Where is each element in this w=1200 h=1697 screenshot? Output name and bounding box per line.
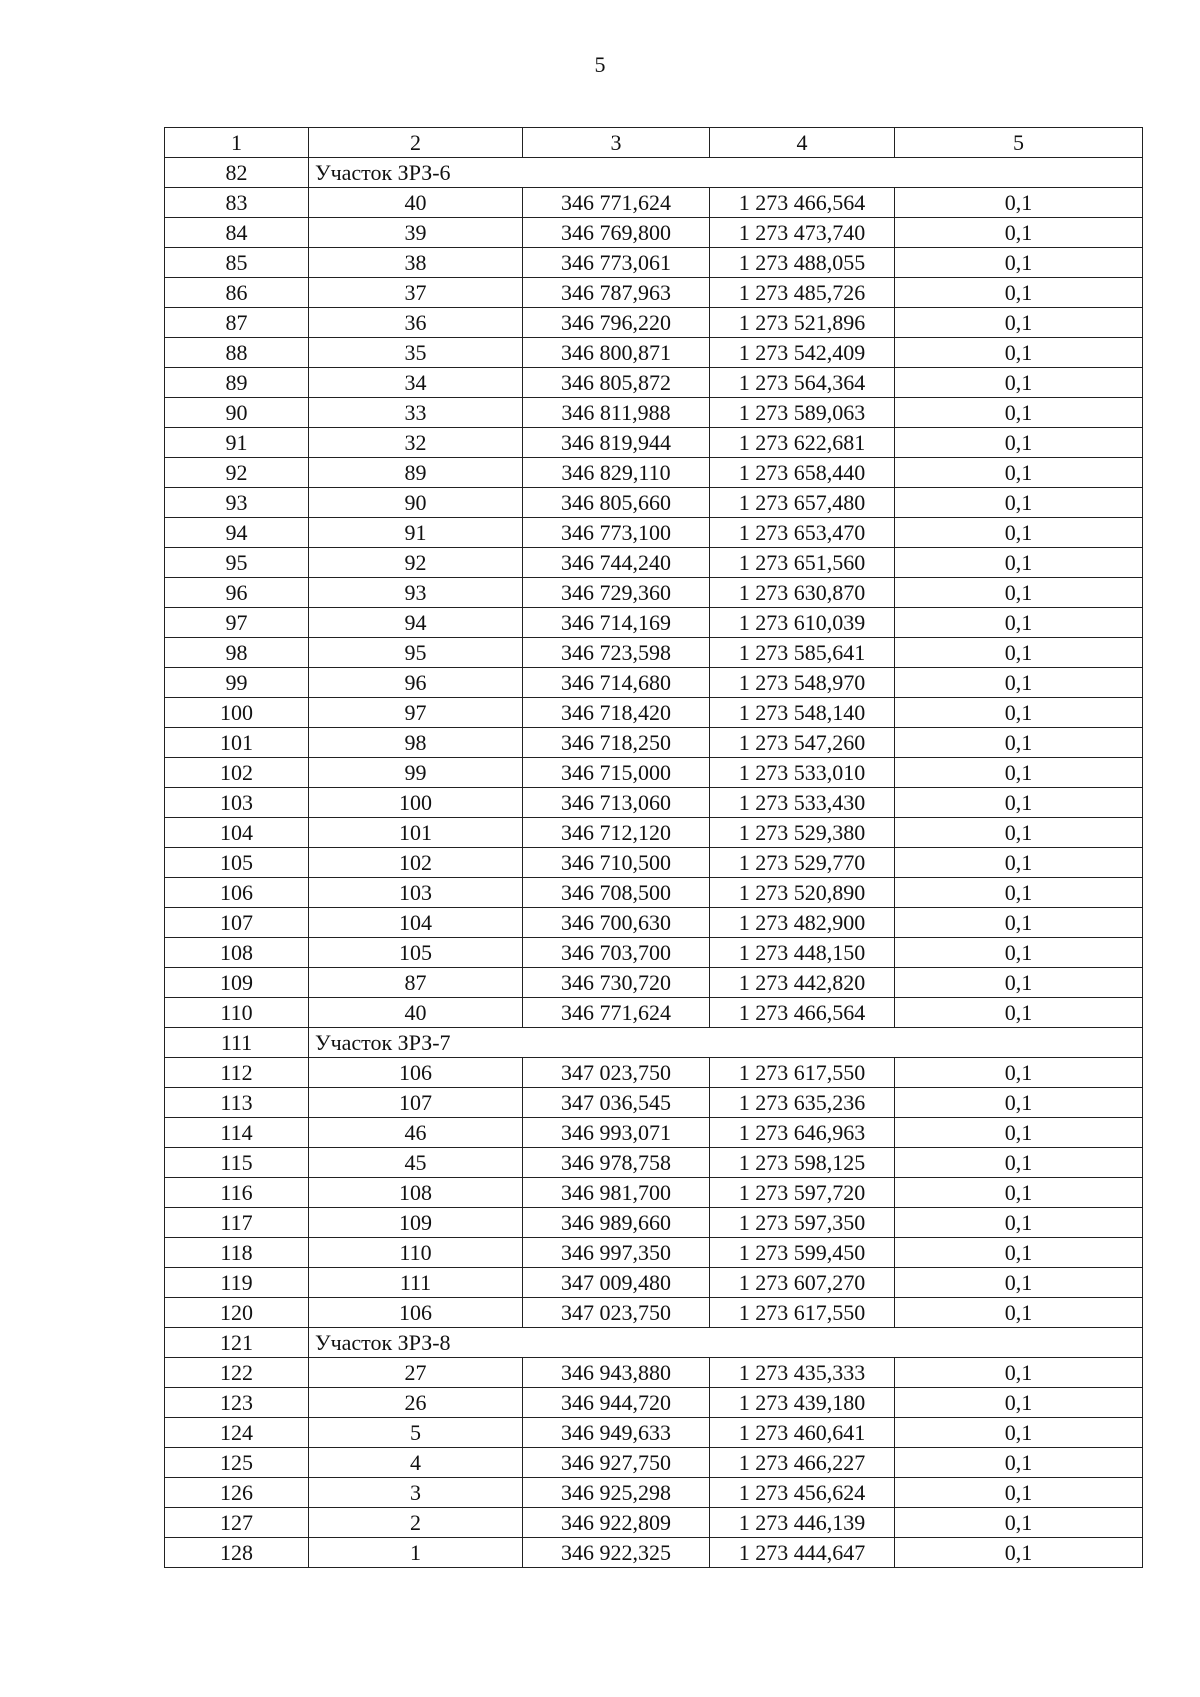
header-cell: 4: [710, 128, 895, 158]
point-number-cell: 94: [309, 608, 523, 638]
section-row: [165, 158, 1143, 188]
point-number-cell: 110: [309, 1238, 523, 1268]
y-coordinate-cell: 1 273 635,236: [710, 1088, 895, 1118]
accuracy-cell: 0,1: [895, 1448, 1143, 1478]
point-number-cell: 40: [309, 998, 523, 1028]
row-number-cell: 84: [165, 218, 309, 248]
accuracy-cell: 0,1: [895, 1358, 1143, 1388]
row-number-cell: 87: [165, 308, 309, 338]
header-cell: 1: [165, 128, 309, 158]
y-coordinate-cell: 1 273 597,720: [710, 1178, 895, 1208]
x-coordinate-cell: 346 773,061: [523, 248, 710, 278]
y-coordinate-cell: 1 273 473,740: [710, 218, 895, 248]
row-number-cell: 102: [165, 758, 309, 788]
point-number-cell: 104: [309, 908, 523, 938]
x-coordinate-cell: 346 993,071: [523, 1118, 710, 1148]
point-number-cell: 102: [309, 848, 523, 878]
accuracy-cell: 0,1: [895, 488, 1143, 518]
table-row: [165, 848, 1143, 878]
accuracy-cell: 0,1: [895, 1238, 1143, 1268]
y-coordinate-cell: 1 273 466,227: [710, 1448, 895, 1478]
x-coordinate-cell: 346 943,880: [523, 1358, 710, 1388]
page-number: 5: [594, 52, 606, 77]
table-row: [165, 458, 1143, 488]
accuracy-cell: 0,1: [895, 998, 1143, 1028]
point-number-cell: 4: [309, 1448, 523, 1478]
table-row: [165, 398, 1143, 428]
table-row: [165, 1058, 1143, 1088]
row-number-cell: 88: [165, 338, 309, 368]
table-row: [165, 1118, 1143, 1148]
point-number-cell: 5: [309, 1418, 523, 1448]
accuracy-cell: 0,1: [895, 848, 1143, 878]
x-coordinate-cell: 346 922,325: [523, 1538, 710, 1568]
accuracy-cell: 0,1: [895, 638, 1143, 668]
x-coordinate-cell: 346 989,660: [523, 1208, 710, 1238]
accuracy-cell: 0,1: [895, 578, 1143, 608]
table-row: [165, 998, 1143, 1028]
y-coordinate-cell: 1 273 466,564: [710, 998, 895, 1028]
table-row: [165, 308, 1143, 338]
point-number-cell: 105: [309, 938, 523, 968]
y-coordinate-cell: 1 273 585,641: [710, 638, 895, 668]
section-title: Участок ЗРЗ-7: [309, 1028, 1143, 1058]
accuracy-cell: 0,1: [895, 728, 1143, 758]
header-cell: 5: [895, 128, 1143, 158]
table-row: [165, 218, 1143, 248]
y-coordinate-cell: 1 273 657,480: [710, 488, 895, 518]
accuracy-cell: 0,1: [895, 518, 1143, 548]
x-coordinate-cell: 346 708,500: [523, 878, 710, 908]
x-coordinate-cell: 346 773,100: [523, 518, 710, 548]
row-number-cell: 106: [165, 878, 309, 908]
x-coordinate-cell: 346 744,240: [523, 548, 710, 578]
table-row: [165, 1448, 1143, 1478]
row-number-cell: 91: [165, 428, 309, 458]
point-number-cell: 98: [309, 728, 523, 758]
y-coordinate-cell: 1 273 466,564: [710, 188, 895, 218]
point-number-cell: 97: [309, 698, 523, 728]
table-row: [165, 1268, 1143, 1298]
x-coordinate-cell: 346 925,298: [523, 1478, 710, 1508]
accuracy-cell: 0,1: [895, 338, 1143, 368]
point-number-cell: 106: [309, 1058, 523, 1088]
point-number-cell: 33: [309, 398, 523, 428]
accuracy-cell: 0,1: [895, 668, 1143, 698]
table-row: [165, 518, 1143, 548]
x-coordinate-cell: 346 949,633: [523, 1418, 710, 1448]
y-coordinate-cell: 1 273 439,180: [710, 1388, 895, 1418]
point-number-cell: 46: [309, 1118, 523, 1148]
table-row: [165, 668, 1143, 698]
y-coordinate-cell: 1 273 446,139: [710, 1508, 895, 1538]
table-row: [165, 1358, 1143, 1388]
point-number-cell: 45: [309, 1148, 523, 1178]
table-row: [165, 728, 1143, 758]
accuracy-cell: 0,1: [895, 1298, 1143, 1328]
row-number-cell: 83: [165, 188, 309, 218]
y-coordinate-cell: 1 273 658,440: [710, 458, 895, 488]
x-coordinate-cell: 346 805,872: [523, 368, 710, 398]
accuracy-cell: 0,1: [895, 1418, 1143, 1448]
row-number-cell: 123: [165, 1388, 309, 1418]
point-number-cell: 109: [309, 1208, 523, 1238]
row-number-cell: 128: [165, 1538, 309, 1568]
point-number-cell: 106: [309, 1298, 523, 1328]
point-number-cell: 101: [309, 818, 523, 848]
accuracy-cell: 0,1: [895, 968, 1143, 998]
table-body: [165, 158, 1143, 1568]
coordinates-table: [164, 127, 1143, 1568]
x-coordinate-cell: 347 023,750: [523, 1058, 710, 1088]
row-number-cell: 107: [165, 908, 309, 938]
y-coordinate-cell: 1 273 651,560: [710, 548, 895, 578]
x-coordinate-cell: 346 944,720: [523, 1388, 710, 1418]
x-coordinate-cell: 347 036,545: [523, 1088, 710, 1118]
y-coordinate-cell: 1 273 548,970: [710, 668, 895, 698]
row-number-cell: 115: [165, 1148, 309, 1178]
point-number-cell: 93: [309, 578, 523, 608]
accuracy-cell: 0,1: [895, 368, 1143, 398]
table-row: [165, 368, 1143, 398]
point-number-cell: 34: [309, 368, 523, 398]
accuracy-cell: 0,1: [895, 218, 1143, 248]
table-row: [165, 698, 1143, 728]
y-coordinate-cell: 1 273 448,150: [710, 938, 895, 968]
row-number-cell: 93: [165, 488, 309, 518]
point-number-cell: 95: [309, 638, 523, 668]
y-coordinate-cell: 1 273 456,624: [710, 1478, 895, 1508]
y-coordinate-cell: 1 273 435,333: [710, 1358, 895, 1388]
point-number-cell: 38: [309, 248, 523, 278]
y-coordinate-cell: 1 273 646,963: [710, 1118, 895, 1148]
x-coordinate-cell: 346 922,809: [523, 1508, 710, 1538]
x-coordinate-cell: 346 714,680: [523, 668, 710, 698]
accuracy-cell: 0,1: [895, 1148, 1143, 1178]
table-row: [165, 488, 1143, 518]
point-number-cell: 26: [309, 1388, 523, 1418]
accuracy-cell: 0,1: [895, 1058, 1143, 1088]
row-number-cell: 117: [165, 1208, 309, 1238]
row-number-cell: 101: [165, 728, 309, 758]
point-number-cell: 32: [309, 428, 523, 458]
point-number-cell: 2: [309, 1508, 523, 1538]
point-number-cell: 99: [309, 758, 523, 788]
y-coordinate-cell: 1 273 547,260: [710, 728, 895, 758]
x-coordinate-cell: 346 713,060: [523, 788, 710, 818]
x-coordinate-cell: 346 729,360: [523, 578, 710, 608]
x-coordinate-cell: 346 712,120: [523, 818, 710, 848]
table-row: [165, 818, 1143, 848]
table-row: [165, 788, 1143, 818]
y-coordinate-cell: 1 273 564,364: [710, 368, 895, 398]
section-title: Участок ЗРЗ-6: [309, 158, 1143, 188]
table-row: [165, 1178, 1143, 1208]
row-number-cell: 122: [165, 1358, 309, 1388]
table-row: [165, 758, 1143, 788]
accuracy-cell: 0,1: [895, 1178, 1143, 1208]
x-coordinate-cell: 346 703,700: [523, 938, 710, 968]
table-row: [165, 1298, 1143, 1328]
section-row: [165, 1028, 1143, 1058]
table-row: [165, 548, 1143, 578]
table-row: [165, 1538, 1143, 1568]
accuracy-cell: 0,1: [895, 938, 1143, 968]
x-coordinate-cell: 347 009,480: [523, 1268, 710, 1298]
x-coordinate-cell: 346 811,988: [523, 398, 710, 428]
x-coordinate-cell: 346 714,169: [523, 608, 710, 638]
accuracy-cell: 0,1: [895, 878, 1143, 908]
point-number-cell: 91: [309, 518, 523, 548]
table-row: [165, 1238, 1143, 1268]
x-coordinate-cell: 346 715,000: [523, 758, 710, 788]
accuracy-cell: 0,1: [895, 1268, 1143, 1298]
accuracy-cell: 0,1: [895, 1088, 1143, 1118]
point-number-cell: 87: [309, 968, 523, 998]
x-coordinate-cell: 346 978,758: [523, 1148, 710, 1178]
point-number-cell: 111: [309, 1268, 523, 1298]
table-row: [165, 938, 1143, 968]
y-coordinate-cell: 1 273 542,409: [710, 338, 895, 368]
row-number-cell: 103: [165, 788, 309, 818]
table-row: [165, 1148, 1143, 1178]
header-cell: 3: [523, 128, 710, 158]
accuracy-cell: 0,1: [895, 1118, 1143, 1148]
point-number-cell: 108: [309, 1178, 523, 1208]
y-coordinate-cell: 1 273 597,350: [710, 1208, 895, 1238]
point-number-cell: 89: [309, 458, 523, 488]
accuracy-cell: 0,1: [895, 398, 1143, 428]
y-coordinate-cell: 1 273 529,770: [710, 848, 895, 878]
point-number-cell: 36: [309, 308, 523, 338]
row-number-cell: 112: [165, 1058, 309, 1088]
x-coordinate-cell: 346 730,720: [523, 968, 710, 998]
row-number-cell: 110: [165, 998, 309, 1028]
y-coordinate-cell: 1 273 460,641: [710, 1418, 895, 1448]
point-number-cell: 96: [309, 668, 523, 698]
table-row: [165, 1478, 1143, 1508]
table-header-row: [165, 128, 1143, 158]
row-number-cell: 100: [165, 698, 309, 728]
y-coordinate-cell: 1 273 617,550: [710, 1058, 895, 1088]
y-coordinate-cell: 1 273 610,039: [710, 608, 895, 638]
table-row: [165, 338, 1143, 368]
accuracy-cell: 0,1: [895, 908, 1143, 938]
point-number-cell: 35: [309, 338, 523, 368]
x-coordinate-cell: 346 927,750: [523, 1448, 710, 1478]
table-row: [165, 1208, 1143, 1238]
table-row: [165, 638, 1143, 668]
y-coordinate-cell: 1 273 444,647: [710, 1538, 895, 1568]
point-number-cell: 92: [309, 548, 523, 578]
accuracy-cell: 0,1: [895, 1508, 1143, 1538]
accuracy-cell: 0,1: [895, 458, 1143, 488]
row-number-cell: 116: [165, 1178, 309, 1208]
accuracy-cell: 0,1: [895, 698, 1143, 728]
row-number-cell: 105: [165, 848, 309, 878]
table-row: [165, 1508, 1143, 1538]
row-number-cell: 82: [165, 158, 309, 188]
y-coordinate-cell: 1 273 607,270: [710, 1268, 895, 1298]
x-coordinate-cell: 346 805,660: [523, 488, 710, 518]
row-number-cell: 94: [165, 518, 309, 548]
row-number-cell: 89: [165, 368, 309, 398]
point-number-cell: 40: [309, 188, 523, 218]
header-cell: 2: [309, 128, 523, 158]
x-coordinate-cell: 346 718,420: [523, 698, 710, 728]
table-row: [165, 908, 1143, 938]
y-coordinate-cell: 1 273 533,010: [710, 758, 895, 788]
table-row: [165, 968, 1143, 998]
row-number-cell: 109: [165, 968, 309, 998]
y-coordinate-cell: 1 273 442,820: [710, 968, 895, 998]
section-title: Участок ЗРЗ-8: [309, 1328, 1143, 1358]
point-number-cell: 39: [309, 218, 523, 248]
y-coordinate-cell: 1 273 622,681: [710, 428, 895, 458]
point-number-cell: 27: [309, 1358, 523, 1388]
accuracy-cell: 0,1: [895, 1478, 1143, 1508]
row-number-cell: 124: [165, 1418, 309, 1448]
x-coordinate-cell: 346 981,700: [523, 1178, 710, 1208]
x-coordinate-cell: 346 718,250: [523, 728, 710, 758]
point-number-cell: 100: [309, 788, 523, 818]
accuracy-cell: 0,1: [895, 188, 1143, 218]
x-coordinate-cell: 346 787,963: [523, 278, 710, 308]
row-number-cell: 104: [165, 818, 309, 848]
y-coordinate-cell: 1 273 599,450: [710, 1238, 895, 1268]
x-coordinate-cell: 347 023,750: [523, 1298, 710, 1328]
x-coordinate-cell: 346 997,350: [523, 1238, 710, 1268]
y-coordinate-cell: 1 273 598,125: [710, 1148, 895, 1178]
y-coordinate-cell: 1 273 589,063: [710, 398, 895, 428]
point-number-cell: 107: [309, 1088, 523, 1118]
x-coordinate-cell: 346 700,630: [523, 908, 710, 938]
row-number-cell: 92: [165, 458, 309, 488]
row-number-cell: 99: [165, 668, 309, 698]
row-number-cell: 86: [165, 278, 309, 308]
accuracy-cell: 0,1: [895, 758, 1143, 788]
table-row: [165, 1388, 1143, 1418]
y-coordinate-cell: 1 273 485,726: [710, 278, 895, 308]
row-number-cell: 95: [165, 548, 309, 578]
y-coordinate-cell: 1 273 520,890: [710, 878, 895, 908]
table-row: [165, 278, 1143, 308]
point-number-cell: 37: [309, 278, 523, 308]
x-coordinate-cell: 346 771,624: [523, 188, 710, 218]
table-row: [165, 1088, 1143, 1118]
y-coordinate-cell: 1 273 533,430: [710, 788, 895, 818]
accuracy-cell: 0,1: [895, 1208, 1143, 1238]
x-coordinate-cell: 346 800,871: [523, 338, 710, 368]
table-row: [165, 1418, 1143, 1448]
row-number-cell: 98: [165, 638, 309, 668]
row-number-cell: 126: [165, 1478, 309, 1508]
table-row: [165, 428, 1143, 458]
x-coordinate-cell: 346 769,800: [523, 218, 710, 248]
row-number-cell: 114: [165, 1118, 309, 1148]
y-coordinate-cell: 1 273 548,140: [710, 698, 895, 728]
row-number-cell: 119: [165, 1268, 309, 1298]
table-row: [165, 188, 1143, 218]
x-coordinate-cell: 346 829,110: [523, 458, 710, 488]
row-number-cell: 97: [165, 608, 309, 638]
row-number-cell: 85: [165, 248, 309, 278]
y-coordinate-cell: 1 273 521,896: [710, 308, 895, 338]
y-coordinate-cell: 1 273 617,550: [710, 1298, 895, 1328]
point-number-cell: 3: [309, 1478, 523, 1508]
table-row: [165, 608, 1143, 638]
table-row: [165, 878, 1143, 908]
row-number-cell: 120: [165, 1298, 309, 1328]
row-number-cell: 96: [165, 578, 309, 608]
row-number-cell: 118: [165, 1238, 309, 1268]
row-number-cell: 121: [165, 1328, 309, 1358]
point-number-cell: 103: [309, 878, 523, 908]
x-coordinate-cell: 346 710,500: [523, 848, 710, 878]
table-row: [165, 578, 1143, 608]
row-number-cell: 113: [165, 1088, 309, 1118]
accuracy-cell: 0,1: [895, 278, 1143, 308]
y-coordinate-cell: 1 273 630,870: [710, 578, 895, 608]
table-row: [165, 248, 1143, 278]
y-coordinate-cell: 1 273 488,055: [710, 248, 895, 278]
accuracy-cell: 0,1: [895, 1538, 1143, 1568]
section-row: [165, 1328, 1143, 1358]
point-number-cell: 1: [309, 1538, 523, 1568]
accuracy-cell: 0,1: [895, 308, 1143, 338]
accuracy-cell: 0,1: [895, 1388, 1143, 1418]
point-number-cell: 90: [309, 488, 523, 518]
y-coordinate-cell: 1 273 529,380: [710, 818, 895, 848]
row-number-cell: 108: [165, 938, 309, 968]
accuracy-cell: 0,1: [895, 428, 1143, 458]
accuracy-cell: 0,1: [895, 608, 1143, 638]
y-coordinate-cell: 1 273 482,900: [710, 908, 895, 938]
row-number-cell: 90: [165, 398, 309, 428]
accuracy-cell: 0,1: [895, 548, 1143, 578]
row-number-cell: 125: [165, 1448, 309, 1478]
y-coordinate-cell: 1 273 653,470: [710, 518, 895, 548]
row-number-cell: 127: [165, 1508, 309, 1538]
x-coordinate-cell: 346 771,624: [523, 998, 710, 1028]
accuracy-cell: 0,1: [895, 248, 1143, 278]
x-coordinate-cell: 346 819,944: [523, 428, 710, 458]
x-coordinate-cell: 346 796,220: [523, 308, 710, 338]
row-number-cell: 111: [165, 1028, 309, 1058]
x-coordinate-cell: 346 723,598: [523, 638, 710, 668]
accuracy-cell: 0,1: [895, 818, 1143, 848]
accuracy-cell: 0,1: [895, 788, 1143, 818]
